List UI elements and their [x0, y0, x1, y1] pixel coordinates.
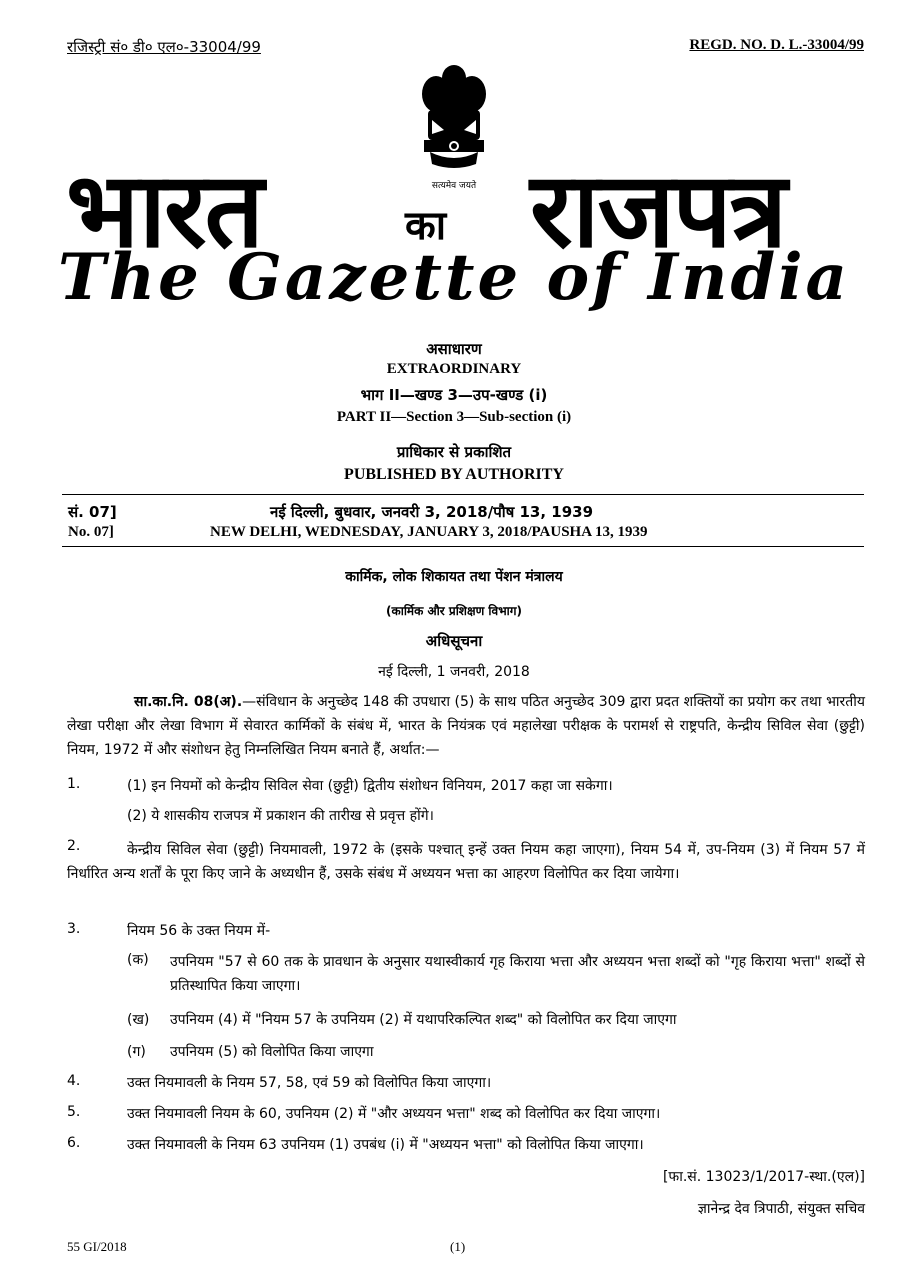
masthead-hindi-ka: का: [405, 203, 447, 249]
part-label-hindi: भाग II—खण्ड 3—उप-खण्ड (i): [360, 386, 548, 404]
rule-1-sub-2: (2) ये शासकीय राजपत्र में प्रकाशन की तारीख से प्रवृत्त होंगे।: [127, 808, 434, 824]
file-number: [फा.सं. 13023/1/2017-स्था.(एल)]: [662, 1169, 865, 1185]
rule-1-sub-1: (1) इन नियमों को केन्द्रीय सिविल सेवा (छुट्टी) द्वितीय संशोधन विनियम, 2017 कहा जा सकेगा।: [127, 778, 613, 794]
emblem-motto: सत्यमेव जयते: [431, 181, 477, 191]
masthead-english: The Gazette of India: [58, 240, 850, 315]
masthead-hindi-rajpatra: राजपत्र: [530, 149, 786, 271]
preamble-text: —संविधान के अनुच्छेद 148 की उपधारा (5) के साथ पठित अनुच्छेद 309 द्वारा प्रदत शक्तियों का प्रयोग कर तथा भारतीय लेखा परीक्षा और लेखा विभाग में सेवारत कार्मिकों के संबंध में, भारत के नियंत्रक एवं महालेखा परीक्षक के परामर्श से राष्ट्रपति, केन्द्रीय सिविल सेवा (छुट्टी) नियम, 1972 में और संशोधन हेतु निम्नलिखित नियम बनाते हैं, अर्थात:—: [67, 694, 865, 758]
clause-kha-text: उपनियम (4) में "नियम 57 के उपनियम (2) में यथापरिकल्पित शब्द" को विलोपित कर दिया जाएगा: [170, 1012, 677, 1028]
rule-number: 4.: [67, 1073, 81, 1089]
clause-label: (क): [127, 952, 149, 968]
department-name: (कार्मिक और प्रशिक्षण विभाग): [386, 604, 522, 618]
rule-number: 6.: [67, 1135, 81, 1151]
clause-label: (ख): [127, 1012, 150, 1028]
issue-date-hindi: नई दिल्ली, बुधवार, जनवरी 3, 2018/पौष 13, 1939: [270, 503, 594, 521]
ministry-name: कार्मिक, लोक शिकायत तथा पेंशन मंत्रालय: [345, 569, 563, 585]
masthead-hindi-bharat: भारत: [66, 149, 262, 271]
clause-ga-text: उपनियम (5) को विलोपित किया जाएगा: [170, 1044, 374, 1060]
rule-number: 5.: [67, 1104, 81, 1120]
part-label-english: PART II—Section 3—Sub-section (i): [336, 409, 572, 425]
rule-4-text: उक्त नियमावली के नियम 57, 58, एवं 59 को विलोपित किया जाएगा।: [127, 1075, 492, 1091]
national-emblem: [414, 60, 494, 200]
issue-number-hindi: सं. 07]: [68, 503, 117, 521]
page-number: (1): [450, 1239, 466, 1254]
extraordinary-label: EXTRAORDINARY: [386, 361, 522, 377]
clause-label: (ग): [127, 1044, 146, 1060]
asadharan-label: असाधारण: [426, 340, 482, 358]
issue-date-english: NEW DELHI, WEDNESDAY, JANUARY 3, 2018/PAUSHA 13, 1939: [210, 524, 648, 540]
rule-number: 2.: [67, 838, 81, 854]
divider-bottom: [62, 546, 864, 547]
clause-ka-text: उपनियम "57 से 60 तक के प्रावधान के अनुसार यथास्वीकार्य गृह किराया भत्ता और अध्ययन भत्ता शब्दों को "गृह किराया भत्ता" शब्दों से प्रतिस्थापित किया जाएगा।: [170, 954, 865, 994]
authority-label-hindi: प्राधिकार से प्रकाशित: [396, 443, 512, 461]
signatory: ज्ञानेन्द्र देव त्रिपाठी, संयुक्त सचिव: [697, 1201, 865, 1217]
registration-number-english: REGD. NO. D. L.-33004/99: [689, 37, 864, 53]
rule-number: 1.: [67, 776, 81, 792]
rule-6-text: उक्त नियमावली के नियम 63 उपनियम (1) उपबंध (i) में "अध्ययन भत्ता" को विलोपित किया जाएगा।: [127, 1137, 644, 1153]
authority-label-english: PUBLISHED BY AUTHORITY: [344, 466, 564, 483]
rule-2-text: केन्द्रीय सिविल सेवा (छुट्टी) नियमावली, 1972 के (इसके पश्चात् इन्हें उक्त नियम कहा जाएगा), नियम 54 में, उप-नियम (3) में नियम 57 में निर्धारित अन्य शर्तों के पूरा किए जाने के अध्यधीन हैं, उसके संबंध में अध्ययन भत्ता का आहरण विलोपित कर दिया जायेगा।: [67, 842, 865, 882]
rule-5-text: उक्त नियमावली नियम के 60, उपनियम (2) में "और अध्ययन भत्ता" शब्द को विलोपित कर दिया जाएगा।: [127, 1106, 661, 1122]
gsr-number: सा.का.नि. 08(अ).: [134, 694, 243, 710]
rule-3-text: नियम 56 के उक्त नियम में-: [127, 923, 271, 939]
registration-number-hindi: रजिस्ट्री सं० डी० एल०-33004/99: [67, 38, 261, 56]
notification-preamble: [67, 690, 865, 762]
notification-place-date: नई दिल्ली, 1 जनवरी, 2018: [378, 664, 530, 680]
footer-code: 55 GI/2018: [67, 1239, 127, 1254]
issue-number-english: No. 07]: [68, 524, 114, 540]
notification-title: अधिसूचना: [425, 632, 483, 650]
divider-top: [62, 494, 864, 495]
lion-capital-icon: [414, 60, 494, 200]
rule-number: 3.: [67, 921, 81, 937]
